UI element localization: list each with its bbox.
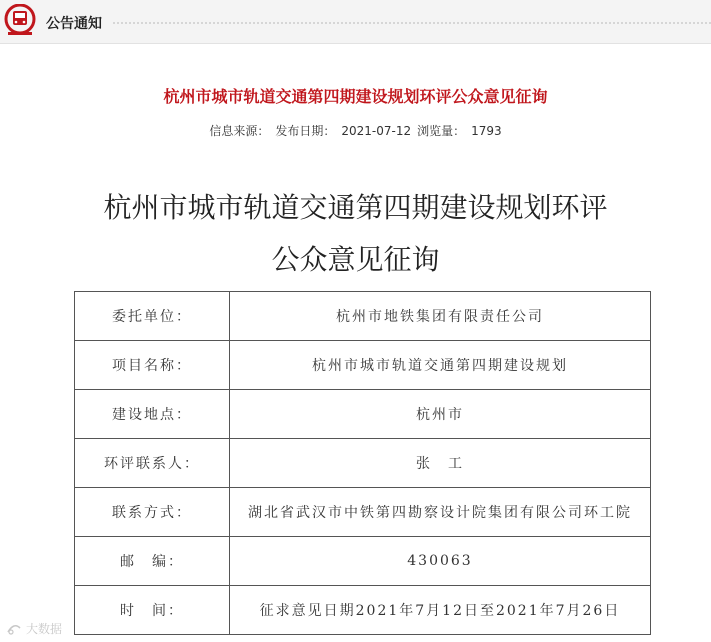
row-value: 430063 bbox=[230, 537, 651, 586]
views-count: 1793 bbox=[471, 124, 502, 138]
article-meta bbox=[0, 122, 711, 139]
row-label: 环评联系人： bbox=[75, 439, 230, 488]
table-row bbox=[75, 292, 651, 341]
section-title[interactable]: 公告通知 bbox=[46, 16, 102, 32]
table-row bbox=[75, 390, 651, 439]
watermark-logo-icon bbox=[6, 622, 22, 636]
table-row bbox=[75, 341, 651, 390]
table-row bbox=[75, 488, 651, 537]
article-headline: 杭州市城市轨道交通第四期建设规划环评公众意见征询 bbox=[163, 87, 548, 106]
row-value: 杭州市地铁集团有限责任公司 bbox=[230, 292, 651, 341]
table-row bbox=[75, 537, 651, 586]
document-title-line-1: 杭州市城市轨道交通第四期建设规划环评 bbox=[103, 191, 608, 224]
date-label: 发布日期： bbox=[275, 124, 336, 138]
table-row bbox=[75, 586, 651, 635]
row-value: 张 工 bbox=[230, 439, 651, 488]
row-label: 邮 编： bbox=[75, 537, 230, 586]
row-label: 委托单位： bbox=[75, 292, 230, 341]
views-label: 浏览量： bbox=[417, 124, 466, 138]
row-label: 项目名称： bbox=[75, 341, 230, 390]
source-label: 信息来源： bbox=[209, 124, 270, 138]
watermark-text: 大数据 bbox=[26, 622, 63, 636]
metro-train-logo-icon bbox=[4, 4, 36, 38]
row-value: 征求意见日期2021年7月12日至2021年7月26日 bbox=[230, 586, 651, 635]
row-label: 建设地点： bbox=[75, 390, 230, 439]
publish-date: 2021-07-12 bbox=[341, 124, 412, 138]
info-table bbox=[74, 291, 651, 635]
row-label: 时 间： bbox=[75, 586, 230, 635]
watermark bbox=[6, 620, 62, 637]
table-row bbox=[75, 439, 651, 488]
divider bbox=[113, 22, 711, 24]
document-title-line-2: 公众意见征询 bbox=[271, 243, 440, 276]
top-bar bbox=[0, 0, 711, 44]
row-value: 杭州市城市轨道交通第四期建设规划 bbox=[230, 341, 651, 390]
row-value: 湖北省武汉市中铁第四勘察设计院集团有限公司环工院 bbox=[230, 488, 651, 537]
row-value: 杭州市 bbox=[230, 390, 651, 439]
row-label: 联系方式： bbox=[75, 488, 230, 537]
